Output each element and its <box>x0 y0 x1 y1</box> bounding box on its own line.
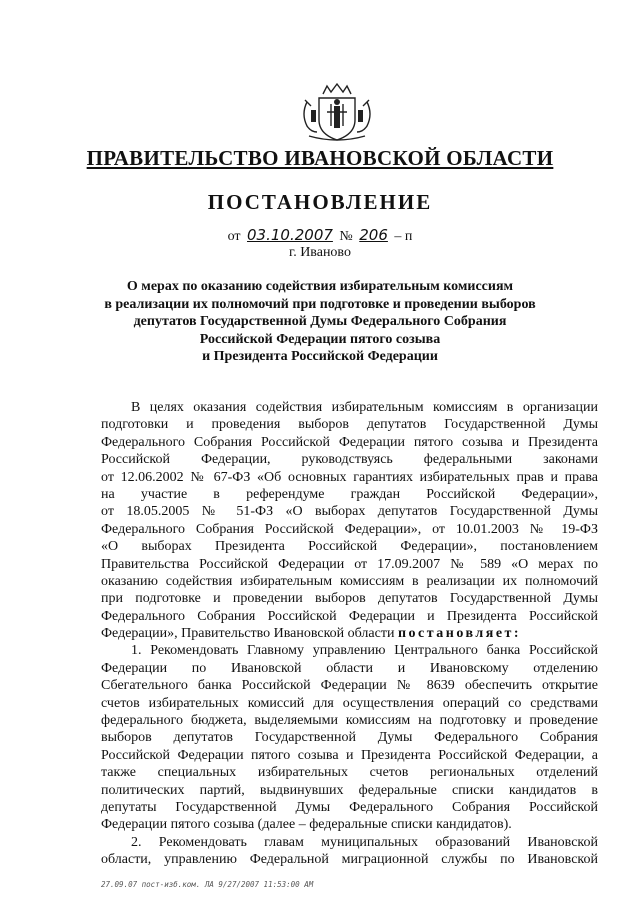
heading-line: Российской Федерации пятого созыва <box>199 331 441 347</box>
body-line: на участие в референдуме граждан Российской Федерации», <box>101 486 598 502</box>
date-number-line <box>0 226 640 245</box>
government-title: ПРАВИТЕЛЬСТВО ИВАНОВСКОЙ ОБЛАСТИ <box>86 146 554 170</box>
body-line: 1. Рекомендовать Главному управлению Центрального банка Российской <box>131 643 598 659</box>
body-line: от 18.05.2005 № 51-ФЗ «О выборах депутатов Государственной Думы <box>101 504 598 520</box>
number-label: № <box>339 229 353 244</box>
body-line: политических партий, выдвинувших федеральные списки кандидатов в <box>101 782 598 798</box>
heading-line: О мерах по оказанию содействия избирательным комиссиям <box>126 279 514 294</box>
date-prefix: от <box>227 229 241 244</box>
body-line: Российской Федерации, руководствуясь федеральными законами <box>101 452 598 468</box>
body-line: оказанию содействия избирательным комиссиям в реализации их полномочий <box>101 573 598 589</box>
preamble-closing: Федерации», Правительство Ивановской области <box>101 626 395 642</box>
document-body <box>101 399 598 869</box>
document-heading <box>90 278 550 366</box>
body-line: «О выборах Президента Российской Федерации», постановлением <box>101 539 598 555</box>
body-line: Российской Федерации пятого созыва и Президента Российской Федерации, а <box>101 747 598 763</box>
file-footer: 27.09.07 пост-изб.ком. ЛА 9/27/2007 11:53:00 AM <box>101 880 314 889</box>
body-line: В целях оказания содействия избирательным комиссиям в организации <box>131 400 598 415</box>
body-line: Федерального Собрания Российской Федерации», от 10.01.2003 № 19-ФЗ <box>101 521 598 537</box>
document-type: ПОСТАНОВЛЕНИЕ <box>207 190 433 214</box>
decree-word: постановляет: <box>397 626 522 642</box>
body-line: Федерации пятого созыва (далее – федеральные списки кандидатов). <box>101 817 512 833</box>
heading-line: в реализации их полномочий при подготовке и проведении выборов <box>104 296 536 312</box>
body-line: федерального бюджета, выделяемыми комиссиям на подготовку и проведение <box>101 713 598 729</box>
document-number: 206 <box>359 226 388 244</box>
body-line: подготовки и проведения выборов депутатов Государственной Думы <box>101 417 598 433</box>
heading-line: и Президента Российской Федерации <box>202 349 438 364</box>
body-line: при подготовке и проведении выборов депутатов Государственной Думы <box>101 591 598 607</box>
number-suffix: – п <box>394 229 413 244</box>
body-line: 2. Рекомендовать главам муниципальных образований Ивановской <box>131 834 598 850</box>
body-line: выборов депутатов Государственной Думы Федерального Собрания <box>101 730 598 746</box>
body-line: Правительства Российской Федерации от 17.09.2007 № 589 «О мерах по <box>101 556 598 572</box>
document-date: 03.10.2007 <box>247 226 333 244</box>
body-line: счетов избирательных комиссий для осуществления операций со средствами <box>101 695 598 711</box>
body-line: Федерального Собрания Российской Федерации пятого созыва и Президента <box>101 434 598 450</box>
body-line: депутаты Государственной Думы Федерального Собрания Российской <box>101 799 598 815</box>
body-line <box>101 625 598 642</box>
body-line: от 12.06.2002 № 67-ФЗ «Об основных гарантиях избирательных прав и права <box>101 469 598 485</box>
body-line: также специальных избирательных счетов региональных отделений <box>101 765 598 781</box>
city-line: г. Иваново <box>289 245 351 260</box>
body-line: Федерации по Ивановской области и Ивановскому отделению <box>101 660 598 676</box>
body-line: Федерального Собрания Российской Федерации и Президента Российской <box>101 608 598 624</box>
coat-of-arms-emblem <box>297 80 377 144</box>
body-line: Сбегательного банка Российской Федерации № 8639 обеспечить открытие <box>101 678 598 694</box>
heading-line: депутатов Государственной Думы Федерального Собрания <box>133 314 507 329</box>
body-line: области, управлению Федеральной миграционной службы по Ивановской <box>101 852 598 868</box>
